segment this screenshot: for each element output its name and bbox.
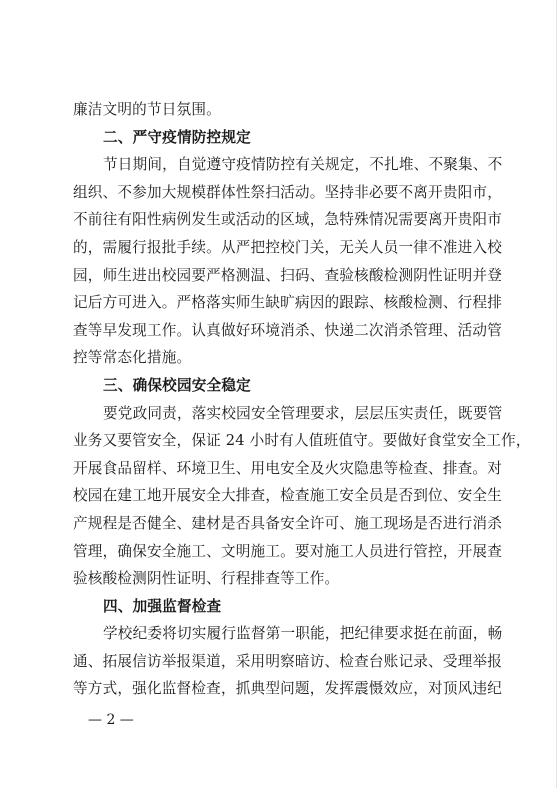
paragraph-line: 管理，确保安全施工、文明施工。要对施工人员进行管控，开展查 <box>73 542 503 560</box>
page-number: — 2 — <box>88 712 134 728</box>
paragraph-line: 要党政同责，落实校园安全管理要求，层层压实责任，既要管 <box>103 404 503 422</box>
paragraph-line: 不前往有阳性病例发生或活动的区域，急特殊情况需要离开贵阳市 <box>73 211 503 229</box>
section-heading: 二、严守疫情防控规定 <box>103 128 251 146</box>
paragraph-line: 记后方可进入。严格落实师生缺旷病因的跟踪、核酸检测、行程排 <box>73 294 503 312</box>
paragraph-line: 控等常态化措施。 <box>73 349 192 367</box>
paragraph-line: 的，需履行报批手续。从严把控校门关，无关人员一律不准进入校 <box>73 238 503 256</box>
section-heading: 四、加强监督检查 <box>103 597 222 615</box>
document-body <box>73 96 531 703</box>
paragraph-line: 开展食品留样、环境卫生、用电安全及火灾隐患等检查、排查。对 <box>73 459 503 477</box>
paragraph-line: 验核酸检测阴性证明、行程排查等工作。 <box>73 570 340 588</box>
paragraph-line: 通、拓展信访举报渠道，采用明察暗访、检查台账记录、受理举报 <box>73 652 503 670</box>
paragraph-line: 业务又要管安全，保证 24 小时有人值班值守。要做好食堂安全工作， <box>73 432 531 450</box>
paragraph-line: 廉洁文明的节日氛围。 <box>73 101 221 118</box>
paragraph-line: 查等早发现工作。认真做好环境消杀、快递二次消杀管理、活动管 <box>73 321 503 339</box>
paragraph-line: 等方式，强化监督检查，抓典型问题，发挥震慑效应，对顶风违纪 <box>73 680 503 698</box>
paragraph-line: 校园在建工地开展安全大排查，检查施工安全员是否到位、安全生 <box>73 487 503 505</box>
paragraph-line: 产规程是否健全、建材是否具备安全许可、施工现场是否进行消杀 <box>73 514 503 532</box>
paragraph-line: 节日期间，自觉遵守疫情防控有关规定，不扎堆、不聚集、不 <box>103 156 503 174</box>
paragraph-line: 园，师生进出校园要严格测温、扫码、查验核酸检测阴性证明并登 <box>73 266 503 284</box>
paragraph-line: 学校纪委将切实履行监督第一职能，把纪律要求挺在前面，畅 <box>103 625 503 643</box>
section-heading: 三、确保校园安全稳定 <box>103 376 251 394</box>
paragraph-line: 组织、不参加大规模群体性祭扫活动。坚持非必要不离开贵阳市， <box>73 183 503 201</box>
